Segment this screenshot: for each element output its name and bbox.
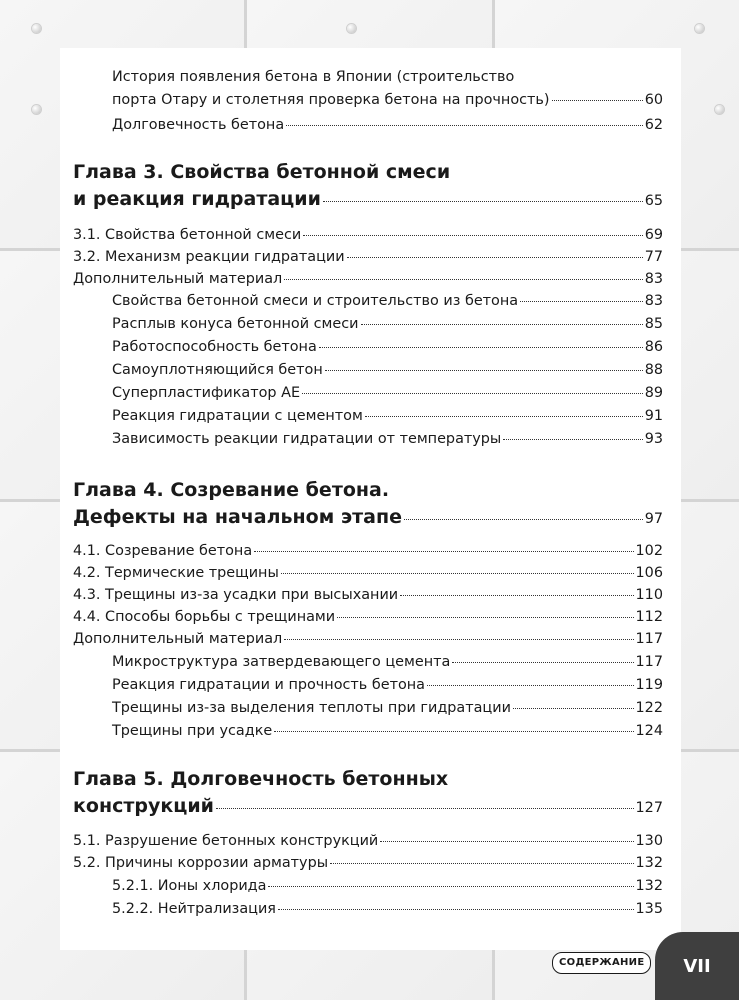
toc-entry[interactable] xyxy=(73,606,663,628)
toc-entry[interactable] xyxy=(112,336,663,358)
dot-leader xyxy=(365,416,643,417)
dot-leader xyxy=(503,439,642,440)
toc-page-number: 102 xyxy=(635,543,663,559)
toc-entry[interactable] xyxy=(112,405,663,427)
toc-entry[interactable] xyxy=(112,697,663,719)
toc-entry-label: Дополнительный материал xyxy=(73,631,283,647)
toc-page-number: 106 xyxy=(635,565,663,581)
toc-entry-label: Самоуплотняющийся бетон xyxy=(112,362,323,378)
toc-page-number: 88 xyxy=(644,362,663,378)
chapter-title xyxy=(73,159,450,185)
toc-page-number: 132 xyxy=(635,855,663,871)
section-tag: СОДЕРЖАНИЕ xyxy=(552,952,651,974)
toc-page-number: 127 xyxy=(635,800,663,816)
toc-entry[interactable] xyxy=(112,875,663,897)
dot-leader xyxy=(361,324,643,325)
toc-entry[interactable] xyxy=(112,290,663,312)
toc-entry[interactable] xyxy=(112,313,663,335)
toc-entry[interactable] xyxy=(112,651,663,673)
dot-leader xyxy=(337,617,633,618)
dot-leader xyxy=(380,841,633,842)
toc-entry-label: 5.2.1. Ионы хлорида xyxy=(112,878,267,894)
page-number: VII xyxy=(683,955,711,977)
toc-page-number: 85 xyxy=(644,316,663,332)
toc-entry-label: 3.1. Свойства бетонной смеси xyxy=(73,227,302,243)
toc-entry-label: 5.2.2. Нейтрализация xyxy=(112,901,276,917)
toc-entry[interactable] xyxy=(73,246,663,268)
toc-entry-label: 5.1. Разрушение бетонных конструкций xyxy=(73,833,379,849)
toc-entry-label: Реакция гидратации и прочность бетона xyxy=(112,677,425,693)
toc-entry-label: Микроструктура затвердевающего цемента xyxy=(112,654,451,670)
dot-leader xyxy=(254,551,633,552)
toc-entry-label: 4.1. Созревание бетона xyxy=(73,543,253,559)
toc-entry[interactable] xyxy=(112,359,663,381)
toc-page-number: 132 xyxy=(635,878,663,894)
dot-leader xyxy=(284,639,633,640)
toc-page-number: 110 xyxy=(635,587,663,603)
toc-page-number: 83 xyxy=(644,293,663,309)
toc-page-number: 77 xyxy=(644,249,663,265)
toc-entry-label: Дополнительный материал xyxy=(73,271,283,287)
dot-leader xyxy=(427,685,634,686)
dot-leader xyxy=(268,886,633,887)
toc-entry-label: Трещины при усадке xyxy=(112,723,273,739)
toc-entry-label: 4.3. Трещины из-за усадки при высыхании xyxy=(73,587,399,603)
toc-page-number: 65 xyxy=(644,193,663,209)
toc-entry-label: Трещины из-за выделения теплоты при гидратации xyxy=(112,700,511,716)
dot-leader xyxy=(286,125,643,126)
dot-leader xyxy=(303,235,642,236)
toc-entry[interactable] xyxy=(73,562,663,584)
toc-entry[interactable] xyxy=(112,114,663,136)
toc-entry-label: Суперпластификатор AE xyxy=(112,385,301,401)
toc-page-number: 135 xyxy=(635,901,663,917)
dot-leader xyxy=(325,370,643,371)
chapter-title-line: конструкций xyxy=(73,795,214,817)
toc-entry[interactable] xyxy=(112,89,663,111)
toc-entry[interactable] xyxy=(73,830,663,852)
dot-leader xyxy=(330,863,633,864)
dot-leader xyxy=(216,808,634,809)
toc-entry-label: порта Отару и столетняя проверка бетона на прочность) xyxy=(112,92,550,108)
dot-leader xyxy=(400,595,633,596)
chapter-title-line: Глава 3. Свойства бетонной смеси xyxy=(73,161,451,183)
toc-page-number: 86 xyxy=(644,339,663,355)
dot-leader xyxy=(513,708,634,709)
toc-page-number: 117 xyxy=(635,631,663,647)
toc-entry[interactable] xyxy=(112,720,663,742)
chapter-entry[interactable] xyxy=(73,504,663,532)
toc-page-number: 122 xyxy=(635,700,663,716)
toc-entry[interactable] xyxy=(73,540,663,562)
chapter-entry[interactable] xyxy=(73,186,663,214)
toc-page-number: 93 xyxy=(644,431,663,447)
toc-page-number: 60 xyxy=(644,92,663,108)
toc-page-number: 130 xyxy=(635,833,663,849)
toc-page-number: 83 xyxy=(644,271,663,287)
dot-leader xyxy=(552,100,643,101)
toc-entry[interactable] xyxy=(112,898,663,920)
toc-page-number: 124 xyxy=(635,723,663,739)
chapter-title xyxy=(73,477,389,503)
dot-leader xyxy=(278,909,634,910)
toc-entry-label: Расплыв конуса бетонной смеси xyxy=(112,316,359,332)
toc-page-number: 69 xyxy=(644,227,663,243)
toc-entry-label: Реакция гидратации с цементом xyxy=(112,408,363,424)
toc-page-number: 89 xyxy=(644,385,663,401)
toc-entry-label: 4.2. Термические трещины xyxy=(73,565,279,581)
dot-leader xyxy=(284,279,642,280)
toc-entry[interactable] xyxy=(73,224,663,246)
dot-leader xyxy=(302,393,643,394)
toc-page-number: 91 xyxy=(644,408,663,424)
chapter-title-line: Дефекты на начальном этапе xyxy=(73,506,402,528)
dot-leader xyxy=(404,519,643,520)
chapter-title xyxy=(73,766,448,792)
toc-entry[interactable] xyxy=(112,382,663,404)
toc-entry[interactable] xyxy=(73,852,663,874)
toc-entry[interactable] xyxy=(112,674,663,696)
toc-entry-label: Работоспособность бетона xyxy=(112,339,317,355)
toc-page-number: 112 xyxy=(635,609,663,625)
dot-leader xyxy=(323,201,643,202)
toc-entry-label: 3.2. Механизм реакции гидратации xyxy=(73,249,345,265)
toc-entry[interactable] xyxy=(73,268,663,290)
toc-page-number: 97 xyxy=(644,511,663,527)
toc-page-number: 119 xyxy=(635,677,663,693)
toc-entry-label: Долговечность бетона xyxy=(112,117,285,133)
chapter-title-line: и реакция гидратации xyxy=(73,188,321,210)
dot-leader xyxy=(274,731,633,732)
toc-page-number: 117 xyxy=(635,654,663,670)
dot-leader xyxy=(347,257,643,258)
toc-entry[interactable] xyxy=(73,628,663,650)
chapter-title-line: Глава 4. Созревание бетона. xyxy=(73,479,390,501)
chapter-title-line: Глава 5. Долговечность бетонных xyxy=(73,768,449,790)
toc-entry-text xyxy=(112,66,514,88)
page-number-tab xyxy=(655,932,739,1000)
toc-entry[interactable] xyxy=(73,584,663,606)
toc-entry-label: Свойства бетонной смеси и строительство из бетона xyxy=(112,293,519,309)
dot-leader xyxy=(452,662,633,663)
dot-leader xyxy=(281,573,634,574)
toc-entry-label: История появления бетона в Японии (строительство xyxy=(112,69,515,85)
chapter-entry[interactable] xyxy=(73,793,663,821)
toc-entry[interactable] xyxy=(112,428,663,450)
dot-leader xyxy=(319,347,643,348)
dot-leader xyxy=(520,301,643,302)
toc-entry-label: 4.4. Способы борьбы с трещинами xyxy=(73,609,336,625)
toc-page-number: 62 xyxy=(644,117,663,133)
toc-entry-label: Зависимость реакции гидратации от температуры xyxy=(112,431,502,447)
toc-entry-label: 5.2. Причины коррозии арматуры xyxy=(73,855,329,871)
